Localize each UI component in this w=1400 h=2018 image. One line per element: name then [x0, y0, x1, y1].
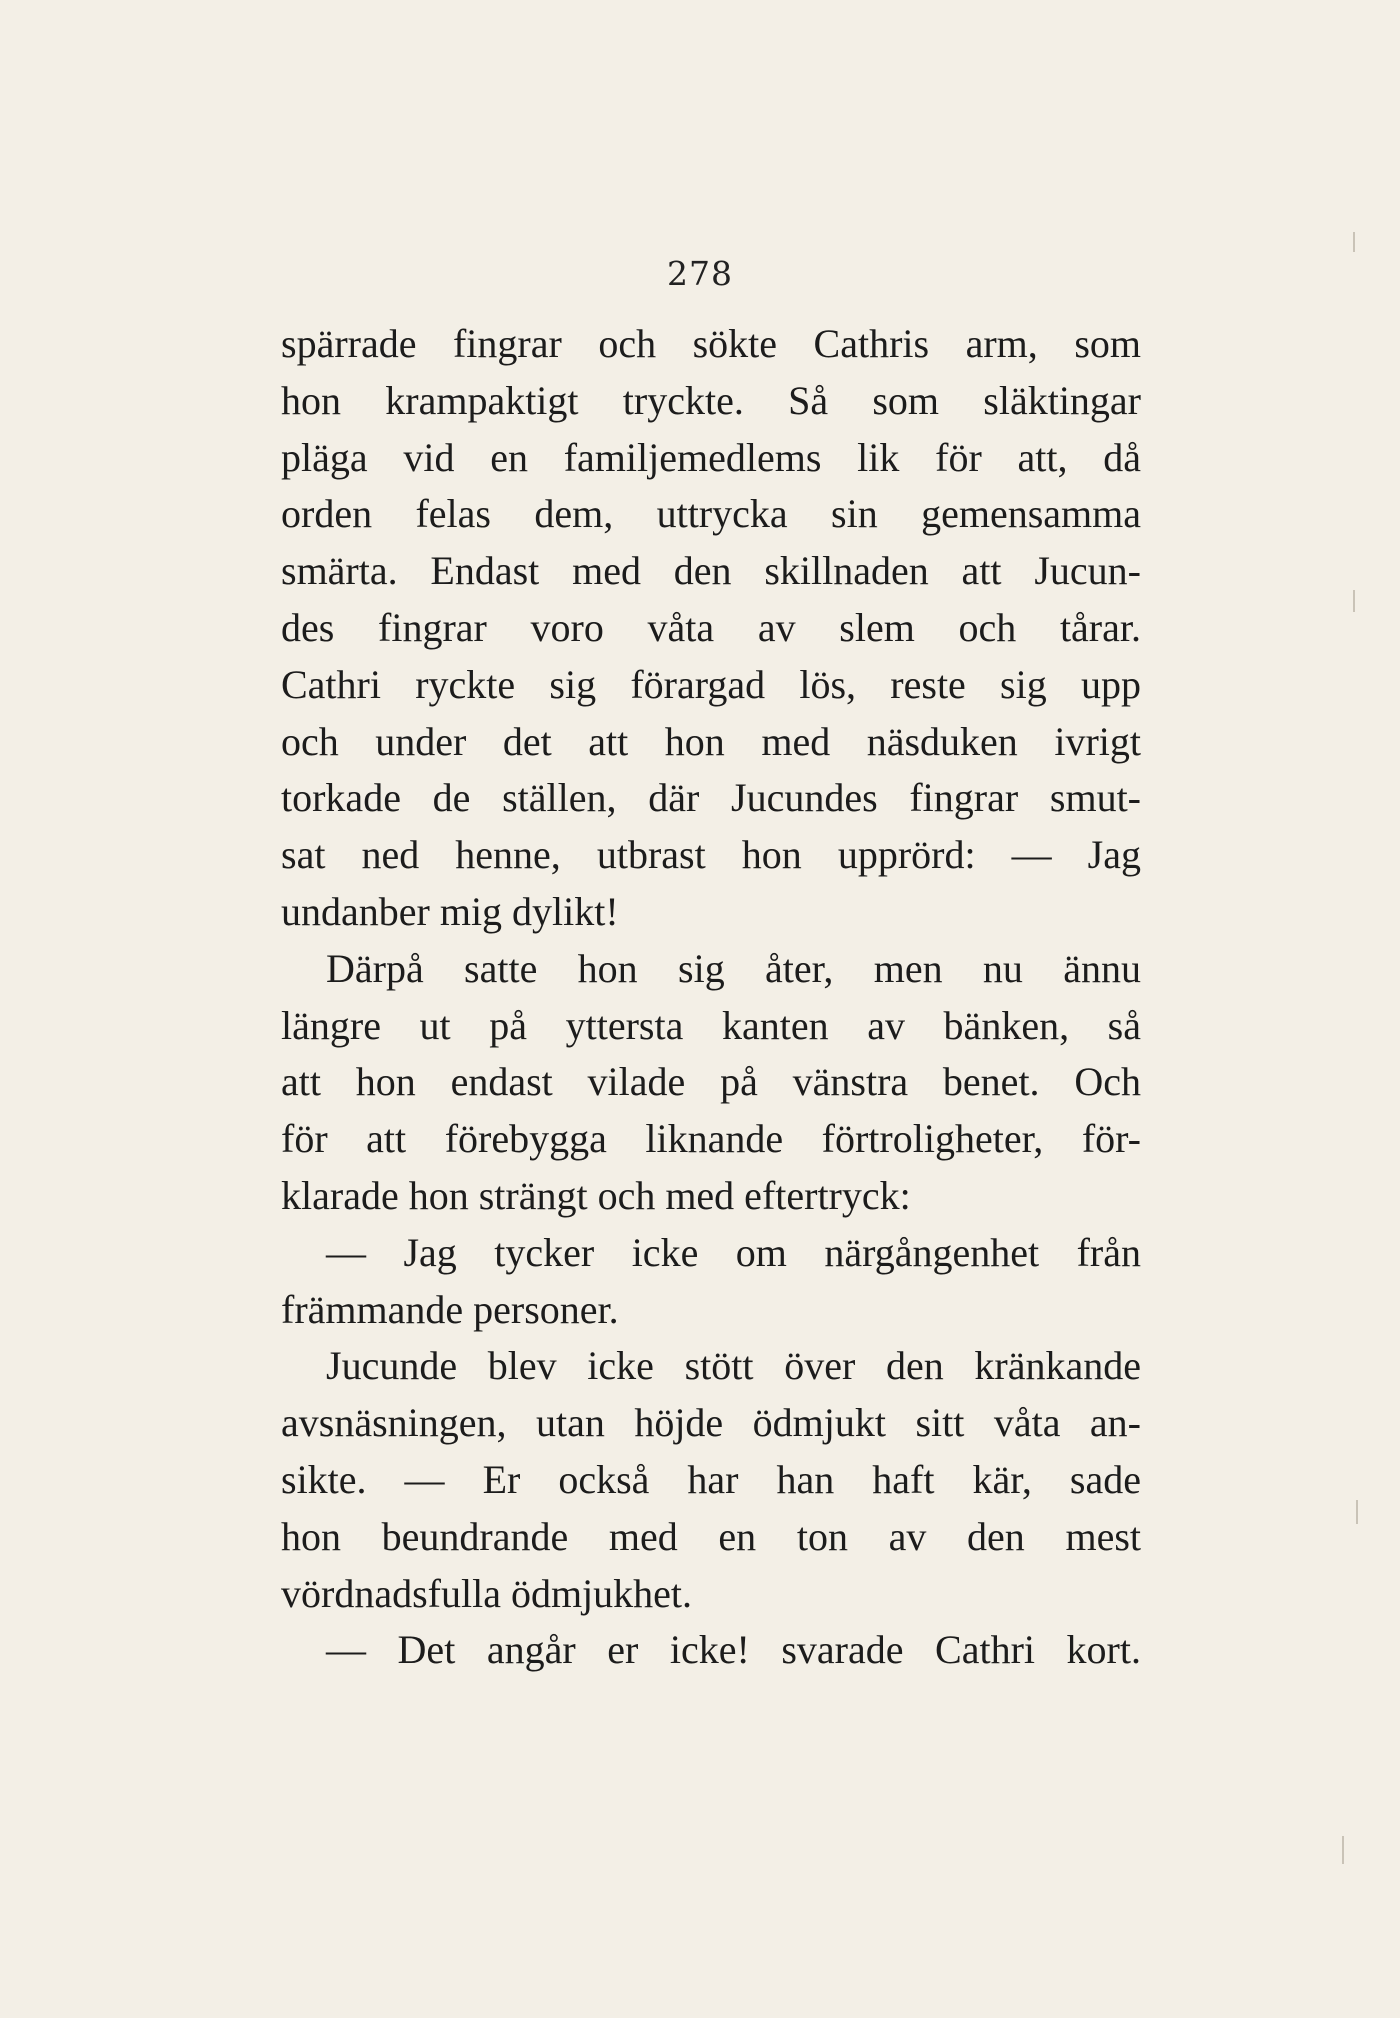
text-line: Därpå satte hon sig åter, men nu ännu [326, 945, 1141, 991]
scan-speck [1353, 590, 1355, 612]
text-line: sikte. — Er också har han haft kär, sade [281, 1456, 1141, 1502]
text-line: och under det att hon med näsduken ivrigt [281, 718, 1141, 764]
text-line: vördnadsfulla ödmjukhet. [281, 1570, 693, 1616]
text-line: undanber mig dylikt! [281, 888, 619, 934]
scan-speck [1353, 232, 1355, 252]
scan-speck [1356, 1500, 1358, 1524]
text-line: främmande personer. [281, 1286, 619, 1332]
text-line: klarade hon strängt och med eftertryck: [281, 1172, 911, 1218]
text-line: orden felas dem, uttrycka sin gemensamma [281, 491, 1141, 537]
scan-speck [1342, 1836, 1344, 1864]
text-line: längre ut på yttersta kanten av bänken, så [281, 1002, 1141, 1048]
text-line: sat ned henne, utbrast hon upprörd: — Jag [281, 832, 1141, 878]
text-line: smärta. Endast med den skillnaden att Jucun- [281, 548, 1141, 594]
body-text [281, 316, 1141, 1679]
text-line: Jucunde blev icke stött över den kränkande [326, 1343, 1141, 1389]
text-line: spärrade fingrar och sökte Cathris arm, som [281, 321, 1141, 366]
text-line: avsnäsningen, utan höjde ödmjukt sitt våta an- [281, 1400, 1141, 1446]
text-line: för att förebygga liknande förtroligheter, för- [281, 1116, 1141, 1162]
text-line: hon beundrande med en ton av den mest [281, 1513, 1141, 1559]
text-line: torkade de ställen, där Jucundes fingrar smut- [281, 775, 1141, 821]
text-line: — Det angår er icke! svarade Cathri kort. [326, 1627, 1141, 1673]
text-line: pläga vid en familjemedlems lik för att, då [281, 434, 1141, 480]
text-line: — Jag tycker icke om närgångenhet från [326, 1229, 1141, 1275]
text-line: des fingrar voro våta av slem och tårar. [281, 604, 1141, 650]
text-line: Cathri ryckte sig förargad lös, reste sig upp [281, 661, 1141, 707]
page-number: 278 [667, 254, 733, 293]
text-line: hon krampaktigt tryckte. Så som släktingar [281, 377, 1141, 423]
text-line: att hon endast vilade på vänstra benet. Och [281, 1059, 1141, 1105]
